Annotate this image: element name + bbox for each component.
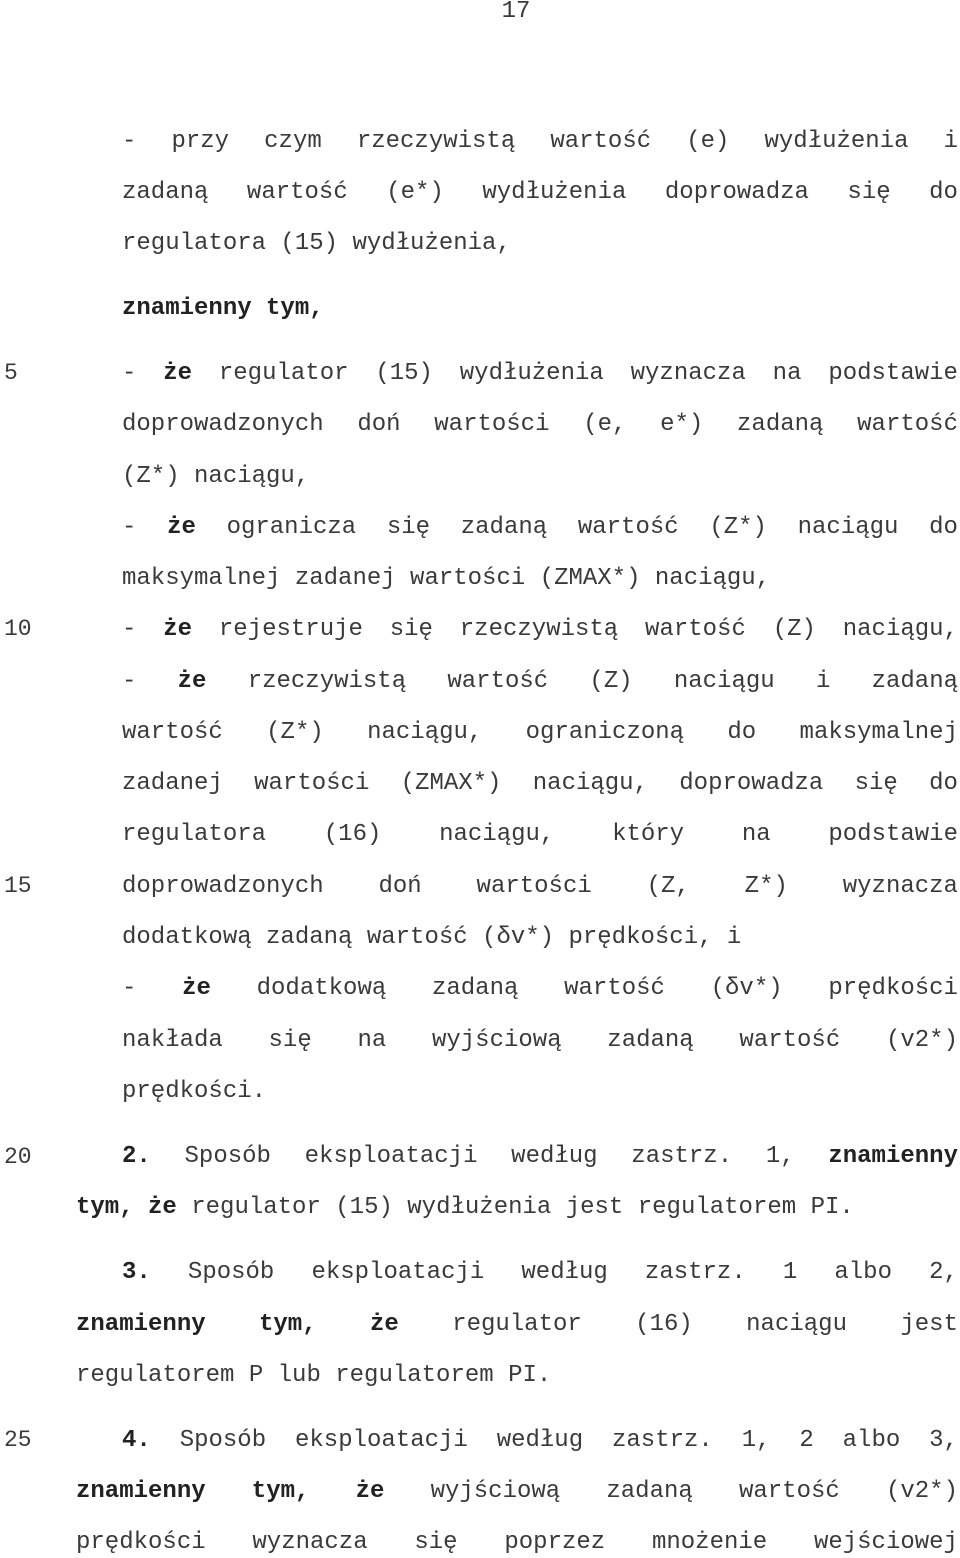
word: przy [171,128,230,155]
word: Sposób [184,1143,271,1170]
word: doprowadza [679,770,824,797]
word: znamienny tym, [122,295,324,322]
word: 1 [782,1259,798,1286]
word: wyjściową [430,1478,561,1505]
word: (15) [335,1194,393,1221]
word: regulator [452,1311,582,1338]
text-line [122,769,958,799]
word: wyznacza [630,360,746,387]
word: do [929,179,958,206]
word: 1, [741,1427,771,1454]
word: że [182,975,211,1002]
word: się [389,616,433,643]
word: że [163,360,193,387]
word: na [772,360,802,387]
word: naciągu [673,668,775,695]
word: 2 [799,1427,814,1454]
word: że [369,1311,399,1338]
word: (Z) [589,668,633,695]
word: regulatora [122,821,267,848]
text-line: regulatorem P lub regulatorem PI. [76,1362,552,1389]
word: Z*) [744,873,788,900]
word: 2. [122,1143,151,1170]
word: zadaną [122,179,209,206]
word: znamienny [76,1311,206,1338]
word: podstawie [828,360,958,387]
word: wartość [564,975,665,1002]
word: że [148,1194,177,1221]
text-line [122,178,958,208]
word: (16) [323,821,382,848]
word: doń [378,873,422,900]
word: wartości [434,411,550,438]
word: wartości [254,770,370,797]
word: albo [834,1259,892,1286]
word: Sposób [187,1259,275,1286]
word: doprowadzonych [122,873,324,900]
word: który [612,821,685,848]
word: wartość [645,616,746,643]
word: (Z) [772,616,816,643]
word: że [163,616,193,643]
word: 3, [929,1427,958,1454]
word: się [854,770,898,797]
word: rzeczywistą [247,668,407,695]
word: wartość [577,514,679,541]
word: PI. [810,1194,854,1221]
word: wyjściową [431,1027,562,1054]
text-line [122,127,958,157]
word: - [122,975,137,1002]
word: regulatorem [637,1194,797,1221]
word: (δv*) [710,975,783,1002]
word: tym, [259,1311,317,1338]
text-line [122,294,958,324]
word: 4. [122,1427,151,1454]
word: (Z*) [266,719,324,746]
word: wartość [857,411,958,438]
word: czym [264,128,322,155]
word: jest [900,1311,958,1338]
word: prędkości [828,975,958,1002]
word: doń [357,411,401,438]
word: (15) [375,360,433,387]
word: wejściowej [813,1529,958,1556]
word: że [167,514,196,541]
word: wartość [122,719,223,746]
text-line [76,1477,958,1507]
word: (v2*) [885,1478,958,1505]
word: wydłużenia [482,179,627,206]
word: 2, [929,1259,958,1286]
text-line: (Z*) naciągu, [122,463,310,490]
word: wartości [476,873,592,900]
text-line [122,615,958,645]
word: dodatkową [256,975,387,1002]
word: maksymalnej [799,719,958,746]
word: do [929,514,958,541]
word: ogranicza [226,514,357,541]
text-line [122,359,958,389]
text-line [122,1142,958,1172]
word: naciągu [746,1311,847,1338]
word: znamienny [828,1143,958,1170]
word: do [727,719,757,746]
word: (e*) [386,179,444,206]
word: zadanej [122,770,223,797]
word: (e, [583,411,627,438]
text-line [76,1528,958,1558]
word: e*) [660,411,704,438]
word: wartość [738,1478,840,1505]
line-number-20: 20 [4,1144,32,1170]
word: według [511,1143,598,1170]
word: naciągu, [842,616,958,643]
word: - [122,616,137,643]
word: wartość [739,1027,841,1054]
word: naciągu, [532,770,648,797]
word: nakłada [122,1027,223,1054]
word: wydłużenia [764,128,909,155]
word: albo [842,1427,901,1454]
word: (e) [686,128,730,155]
page-number: 17 [501,0,531,25]
word: doprowadzonych [122,411,324,438]
word: wydłużenia [459,360,604,387]
word: że [355,1478,385,1505]
word: prędkości [76,1529,206,1556]
word: wyznacza [842,873,958,900]
word: wartość [550,128,652,155]
word: - [122,514,137,541]
line-number-25: 25 [4,1427,32,1453]
word: wydłużenia [407,1194,552,1221]
word: (v2*) [885,1027,958,1054]
word: i [815,668,831,695]
word: (Z, [646,873,690,900]
word: - [122,360,137,387]
word: tym, [76,1194,134,1221]
line-number-10: 10 [4,616,32,642]
word: według [496,1427,584,1454]
word: się [414,1529,458,1556]
word: wartość [447,668,549,695]
word: naciągu, [439,821,555,848]
text-line: maksymalnej zadanej wartości (ZMAX*) naciągu, [122,565,771,592]
word: się [268,1027,312,1054]
word: 3. [122,1259,151,1286]
line-number-15: 15 [4,873,32,899]
word: na [357,1027,387,1054]
word: zastrz. [611,1427,713,1454]
word: zadaną [607,1027,694,1054]
word: rejestruje [218,616,363,643]
text-line [76,1193,958,1223]
text-line [76,1310,958,1340]
word: naciągu, [367,719,483,746]
word: rzeczywistą [459,616,619,643]
word: naciągu [797,514,899,541]
word: do [929,770,958,797]
word: zastrz. [644,1259,746,1286]
word: regulator [191,1194,321,1221]
text-line [122,410,958,440]
word: wyznacza [252,1529,368,1556]
text-line [122,974,958,1004]
word: na [741,821,771,848]
text-line [122,718,958,748]
word: eksploatacji [294,1427,468,1454]
word: ograniczoną [525,719,685,746]
word: eksploatacji [304,1143,478,1170]
word: 1, [765,1143,795,1170]
word: według [521,1259,608,1286]
word: (Z*) [709,514,767,541]
word: rzeczywistą [356,128,516,155]
word: tym, [251,1478,310,1505]
word: zadaną [431,975,519,1002]
line-number-5: 5 [4,360,18,386]
text-line [122,1026,958,1056]
word: zadaną [606,1478,693,1505]
word: jest [565,1194,624,1221]
word: i [943,128,958,155]
word: zastrz. [631,1143,733,1170]
word: podstawie [828,821,958,848]
word: doprowadza [664,179,809,206]
text-line [122,1258,958,1288]
word: Sposób [179,1427,267,1454]
word: wartość [246,179,348,206]
word: że [177,668,207,695]
text-line [122,667,958,697]
word: - [122,128,137,155]
text-line: prędkości. [122,1078,267,1105]
text-line [122,513,958,543]
text-line: dodatkową zadaną wartość (δv*) prędkości, i [122,924,742,951]
word: poprzez [504,1529,606,1556]
word: - [122,668,137,695]
text-line [122,872,958,902]
word: zadaną [460,514,548,541]
word: regulator [218,360,349,387]
word: się [386,514,431,541]
word: mnożenie [651,1529,768,1556]
word: znamienny [76,1478,206,1505]
word: (16) [635,1311,693,1338]
text-line [122,1426,958,1456]
word: zadaną [737,411,824,438]
word: zadaną [871,668,958,695]
word: się [847,179,891,206]
text-line: regulatora (15) wydłużenia, [122,230,511,257]
word: eksploatacji [311,1259,485,1286]
text-line [122,820,958,850]
word: (ZMAX*) [400,770,502,797]
